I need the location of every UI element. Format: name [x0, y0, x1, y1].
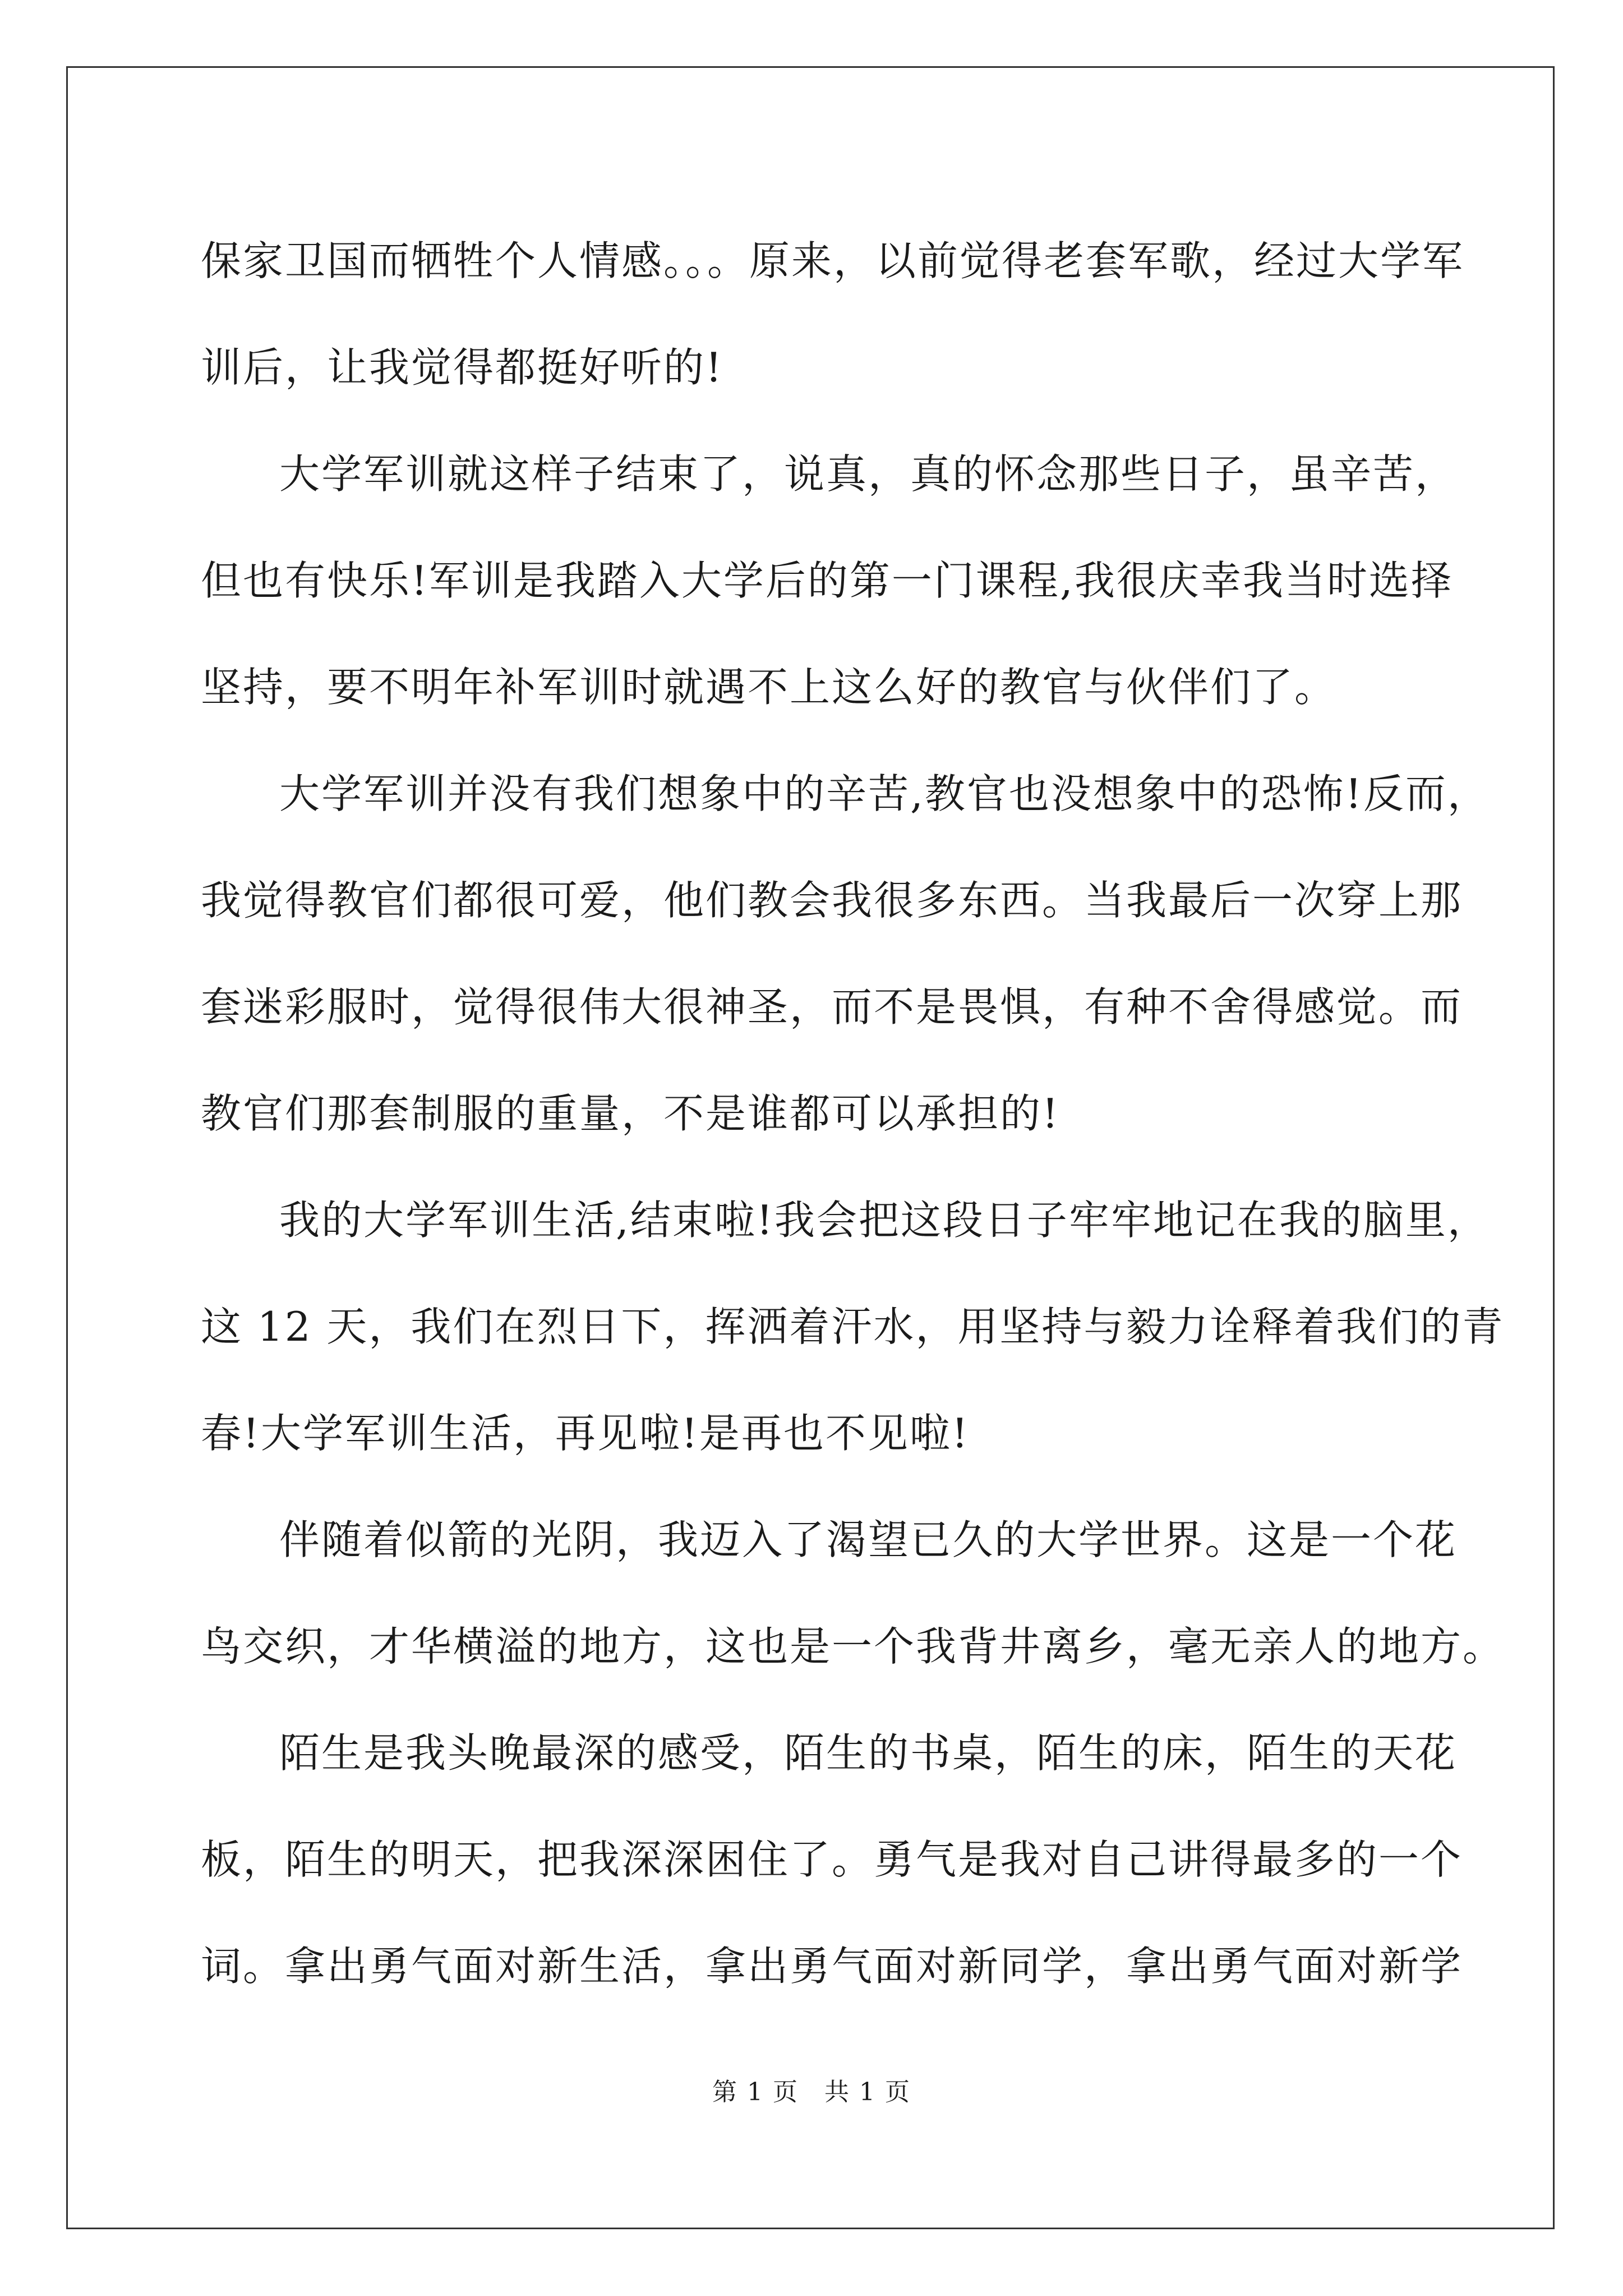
text-line: 词。拿出勇气面对新生活，拿出勇气面对新同学，拿出勇气面对新学 [201, 1943, 1463, 1990]
text-line: 套迷彩服时，觉得很伟大很神圣，而不是畏惧，有种不舍得感觉。而 [201, 983, 1463, 1030]
paragraph-start-line: 陌生是我头晚最深的感受，陌生的书桌，陌生的床，陌生的天花 [279, 1729, 1458, 1777]
paragraph-start-line: 大学军训就这样子结束了，说真，真的怀念那些日子，虽辛苦， [279, 450, 1458, 498]
text-line: 坚持，要不明年补军训时就遇不上这么好的教官与伙伴们了。 [201, 664, 1337, 711]
text-line: 教官们那套制服的重量，不是谁都可以承担的! [201, 1090, 1060, 1137]
page-number-footer: 第 1 页 共 1 页 [712, 2078, 911, 2106]
paragraph-start-line: 伴随着似箭的光阴，我迈入了渴望已久的大学世界。这是一个花 [279, 1516, 1458, 1563]
text-line: 板，陌生的明天，把我深深困住了。勇气是我对自己讲得最多的一个 [201, 1836, 1463, 1883]
text-line: 但也有快乐!军训是我踏入大学后的第一门课程,我很庆幸我当时选择 [201, 557, 1453, 604]
text-line: 鸟交织，才华横溢的地方，这也是一个我背井离乡，毫无亲人的地方。 [201, 1623, 1505, 1670]
paragraph-start-line: 大学军训并没有我们想象中的辛苦,教官也没想象中的恐怖!反而， [279, 770, 1490, 817]
text-line: 这 12 天，我们在烈日下，挥洒着汗水，用坚持与毅力诠释着我们的青 [201, 1303, 1505, 1350]
text-line: 春!大学军训生活，再见啦!是再也不见啦! [201, 1410, 970, 1457]
paragraph-start-line: 我的大学军训生活,结束啦!我会把这段日子牢牢地记在我的脑里， [279, 1197, 1490, 1244]
text-line: 我觉得教官们都很可爱，他们教会我很多东西。当我最后一次穿上那 [201, 877, 1463, 924]
document-body [201, 208, 1505, 2019]
text-line: 保家卫国而牺牲个人情感。。。原来，以前觉得老套军歌，经过大学军 [201, 237, 1465, 284]
text-line: 训后，让我觉得都挺好听的! [201, 344, 723, 391]
